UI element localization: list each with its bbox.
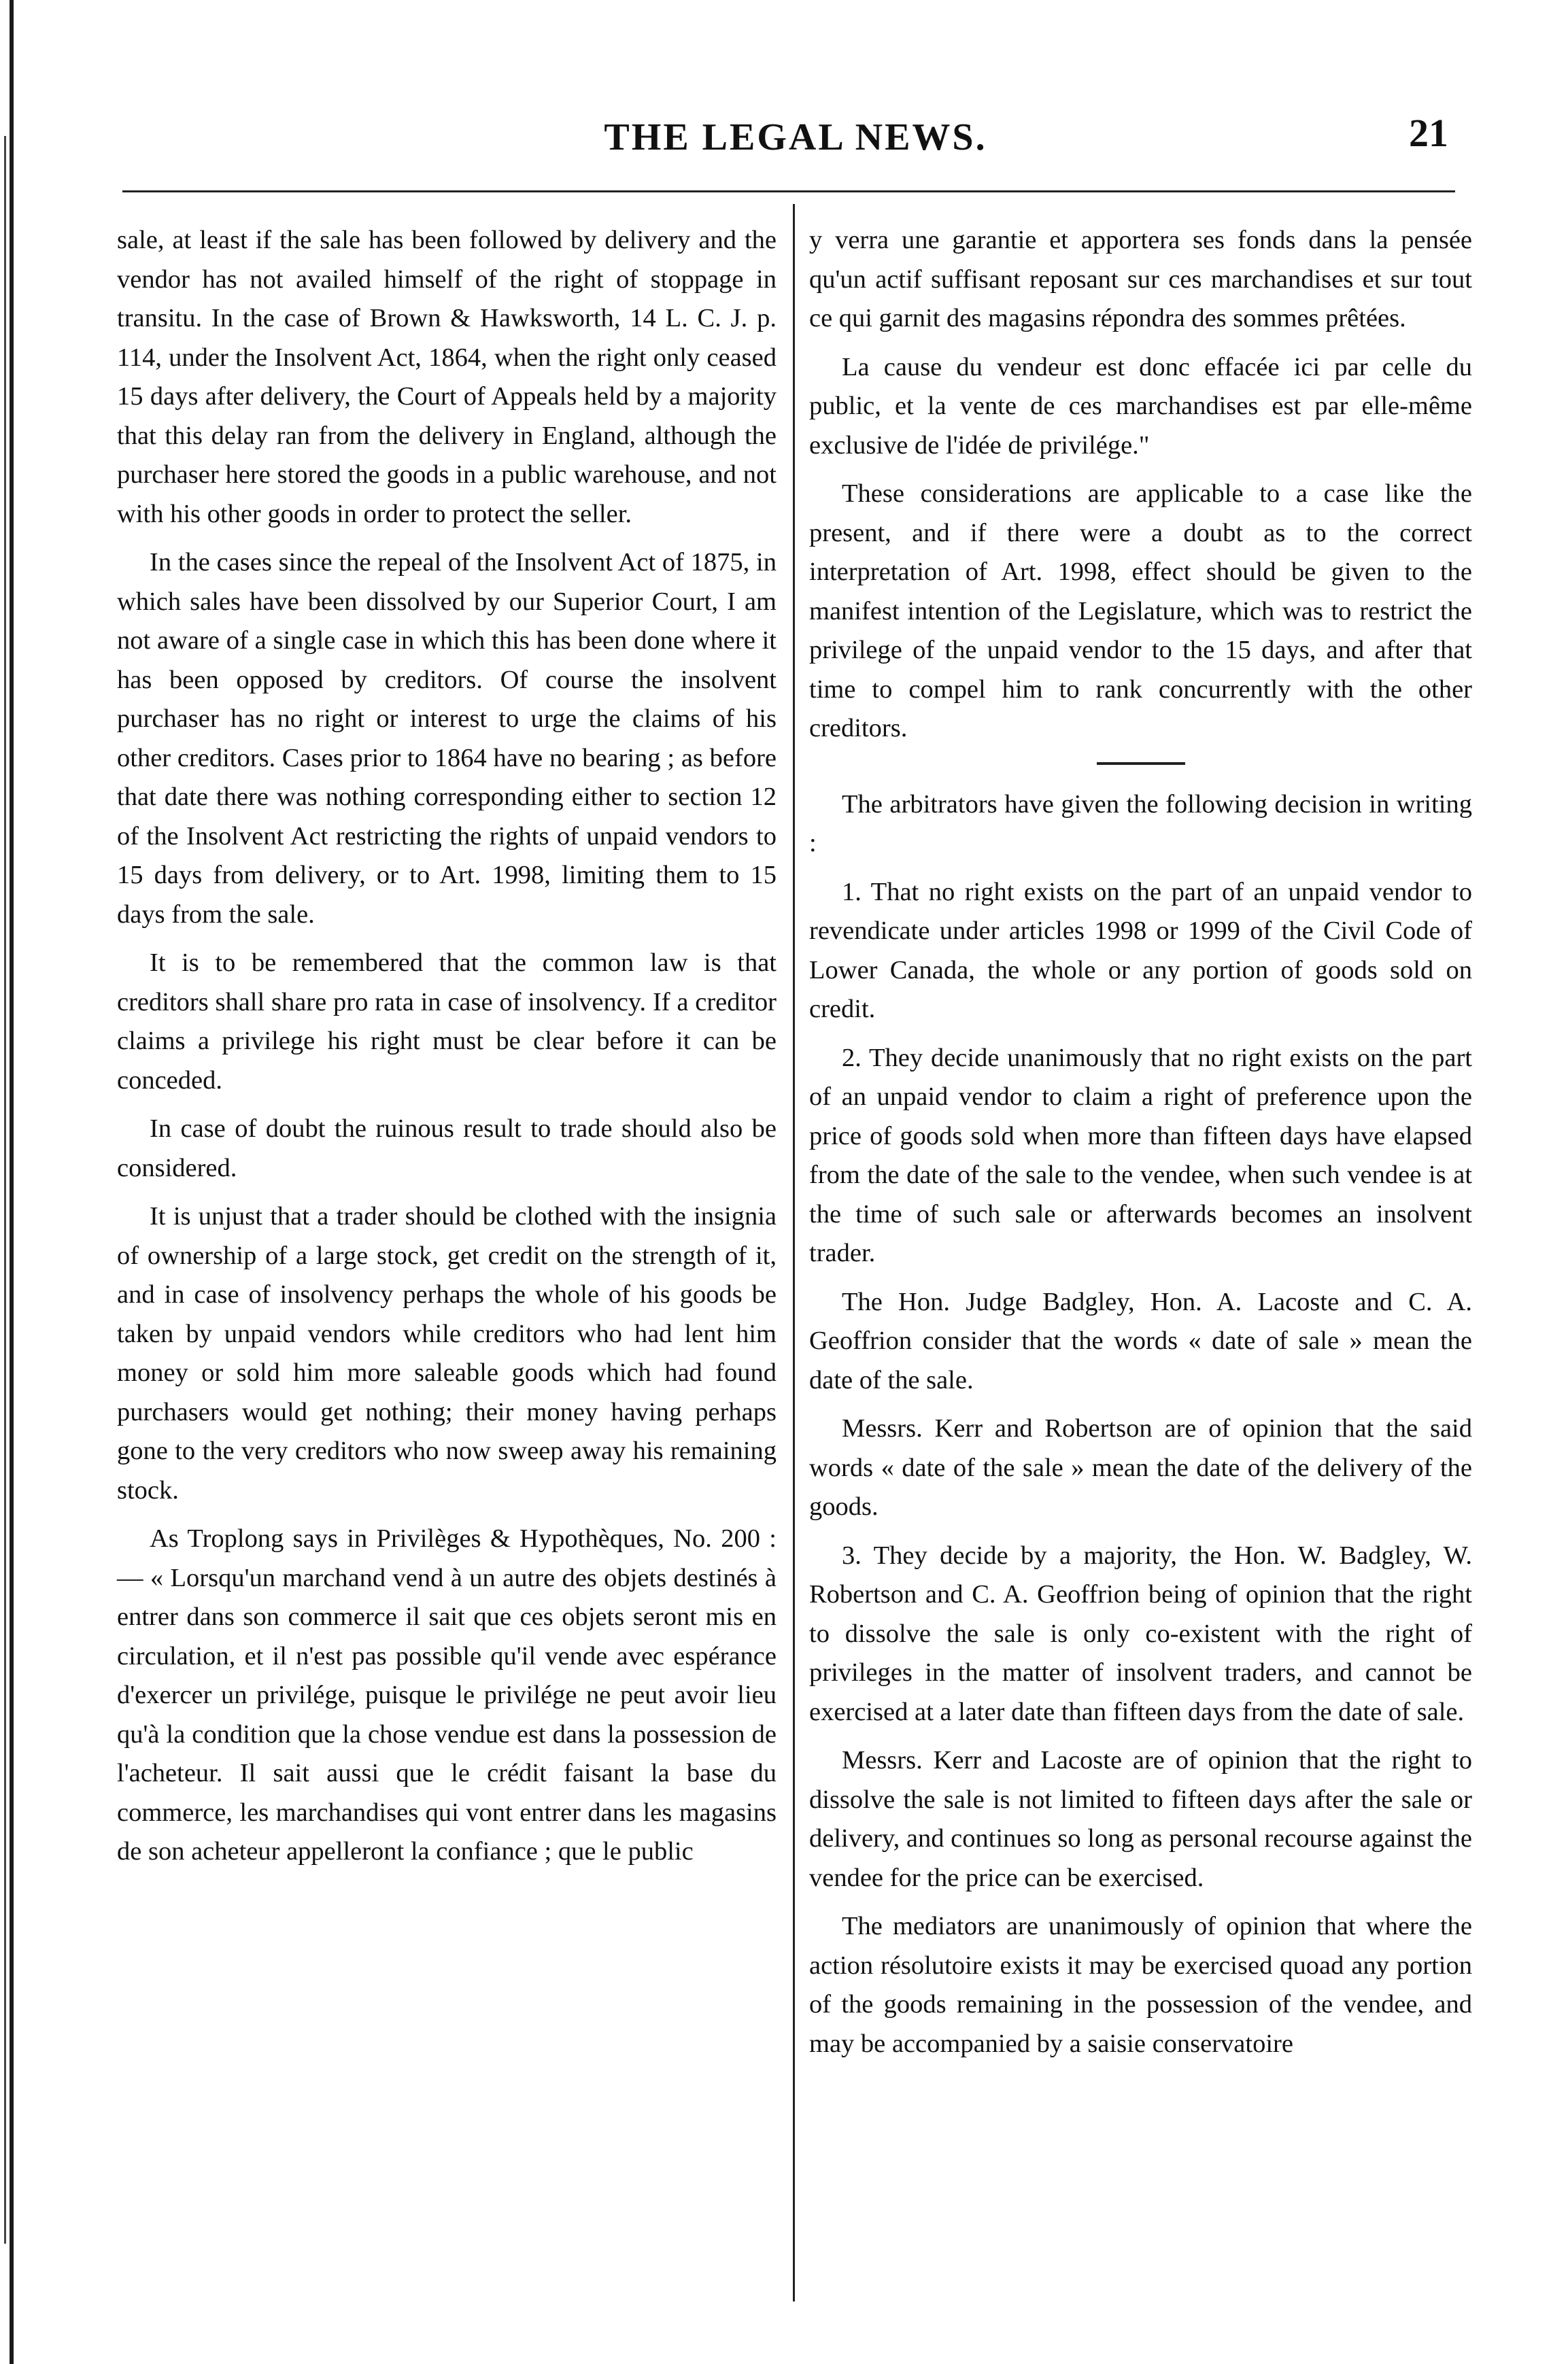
header-rule — [122, 190, 1455, 192]
paragraph: 1. That no right exists on the part of an unpaid vendor to revendicate under articles 1998 or 1999 of the Civil Code of Lower Canada, the whole or any portion of goods sold on credit. — [809, 877, 1472, 1023]
paragraph: 2. They decide unanimously that no right exists on the part of an unpaid vendor to claim a right of preference upon the price of goods sold when more than fifteen days have elapsed from the date of the sale to the vendee, when such vendee is at the time of such sale or afterwards becomes an insolvent trader. — [809, 1043, 1472, 1267]
paragraph: La cause du vendeur est donc effacée ici par celle du public, et la vente de ces marchandises est par elle-même exclusive de l'idée de privilége." — [809, 352, 1472, 460]
page-title: THE LEGAL NEWS. — [604, 116, 987, 158]
page-number: 21 — [1409, 111, 1448, 155]
page-header — [122, 111, 1469, 177]
paragraph: It is to be remembered that the common law is that creditors shall share pro rata in case of insolvency. If a creditor claims a privilege his right must be clear before it can be conceded. — [117, 948, 777, 1095]
paragraph: In case of doubt the ruinous result to trade should also be considered. — [117, 1114, 777, 1182]
paragraph: Messrs. Kerr and Lacoste are of opinion that the right to dissolve the sale is not limited to fifteen days after the sale or delivery, and continues so long as personal recourse against the vendee for the price can be exercised. — [809, 1746, 1472, 1892]
paragraph: The Hon. Judge Badgley, Hon. A. Lacoste and C. A. Geoffrion consider that the words « date of sale » mean the date of the sale. — [809, 1287, 1472, 1394]
page-edge-shadow — [10, 0, 14, 2364]
right-column — [809, 221, 1472, 2073]
page-edge-line — [4, 136, 6, 2244]
paragraph: It is unjust that a trader should be clothed with the insignia of ownership of a large stock, get credit on the strength of it, and in case of insolvency perhaps the whole of his goods be taken by unpaid vendors while creditors who had lent him money or sold him more saleable goods which had found purchasers would get nothing; their money having perhaps gone to the very creditors who now sweep away his remaining stock. — [117, 1202, 777, 1505]
paragraph: y verra une garantie et apportera ses fonds dans la pensée qu'un actif suffisant reposant sur ces marchandises et sur tout ce qui garnit des magasins répondra des sommes prêtées. — [809, 226, 1472, 332]
paragraph: 3. They decide by a majority, the Hon. W. Badgley, W. Robertson and C. A. Geoffrion being of opinion that the right to dissolve the sale is only co-existent with the right of privileges in the matter of insolvent traders, and cannot be exercised at a later date than fifteen days from the date of sale. — [809, 1541, 1472, 1726]
paragraph: As Troplong says in Privilèges & Hypothèques, No. 200 :— « Lorsqu'un marchand vend à un autre des objets destinés à entrer dans son commerce il sait que ces objets seront mis en circulation, et il n'est pas possible qu'il vende avec espérance d'exercer un privilége, puisque le privilége ne peut avoir lieu qu'à la condition que la chose vendue est dans la possession de l'acheteur. Il sait aussi que le crédit faisant la base du commerce, les marchandises qui vont entrer dans les magasins de son acheteur appelleront la confiance ; que le public — [117, 1524, 777, 1866]
column-divider — [793, 204, 795, 2301]
paragraph: These considerations are applicable to a case like the present, and if there were a doubt as to the correct interpretation of Art. 1998, effect should be given to the manifest intention of the Legislature, which was to restrict the privilege of the unpaid vendor to the 15 days, and after that time to compel him to rank concurrently with the other creditors. — [809, 479, 1472, 742]
paragraph: The mediators are unanimously of opinion that where the action résolutoire exists it may be exercised quoad any portion of the goods remaining in the possession of the vendee, and may be accompanied by a saisie conservatoire — [809, 1912, 1472, 2058]
left-column — [117, 221, 777, 1881]
paragraph: Messrs. Kerr and Robertson are of opinion that the said words « date of the sale » mean the date of the delivery of the goods. — [809, 1414, 1472, 1521]
paragraph: In the cases since the repeal of the Insolvent Act of 1875, in which sales have been dissolved by our Superior Court, I am not aware of a single case in which this has been done where it has been opposed by creditors. Of course the insolvent purchaser has no right or interest to urge the claims of his other creditors. Cases prior to 1864 have no bearing ; as before that date there was nothing corresponding either to section 12 of the Insolvent Act restricting the rights of unpaid vendors to 15 days from delivery, or to Art. 1998, limiting them to 15 days from the sale. — [117, 548, 777, 929]
section-rule — [1097, 762, 1185, 765]
paragraph: The arbitrators have given the following decision in writing : — [809, 789, 1472, 857]
paragraph: sale, at least if the sale has been followed by delivery and the vendor has not availed himself of the right of stoppage in transitu. In the case of Brown & Hawksworth, 14 L. C. J. p. 114, under the Insolvent Act, 1864, when the right only ceased 15 days after delivery, the Court of Appeals held by a majority that this delay ran from the delivery in England, although the purchaser here stored the goods in a public warehouse, and not with his other goods in order to protect the seller. — [117, 226, 777, 528]
